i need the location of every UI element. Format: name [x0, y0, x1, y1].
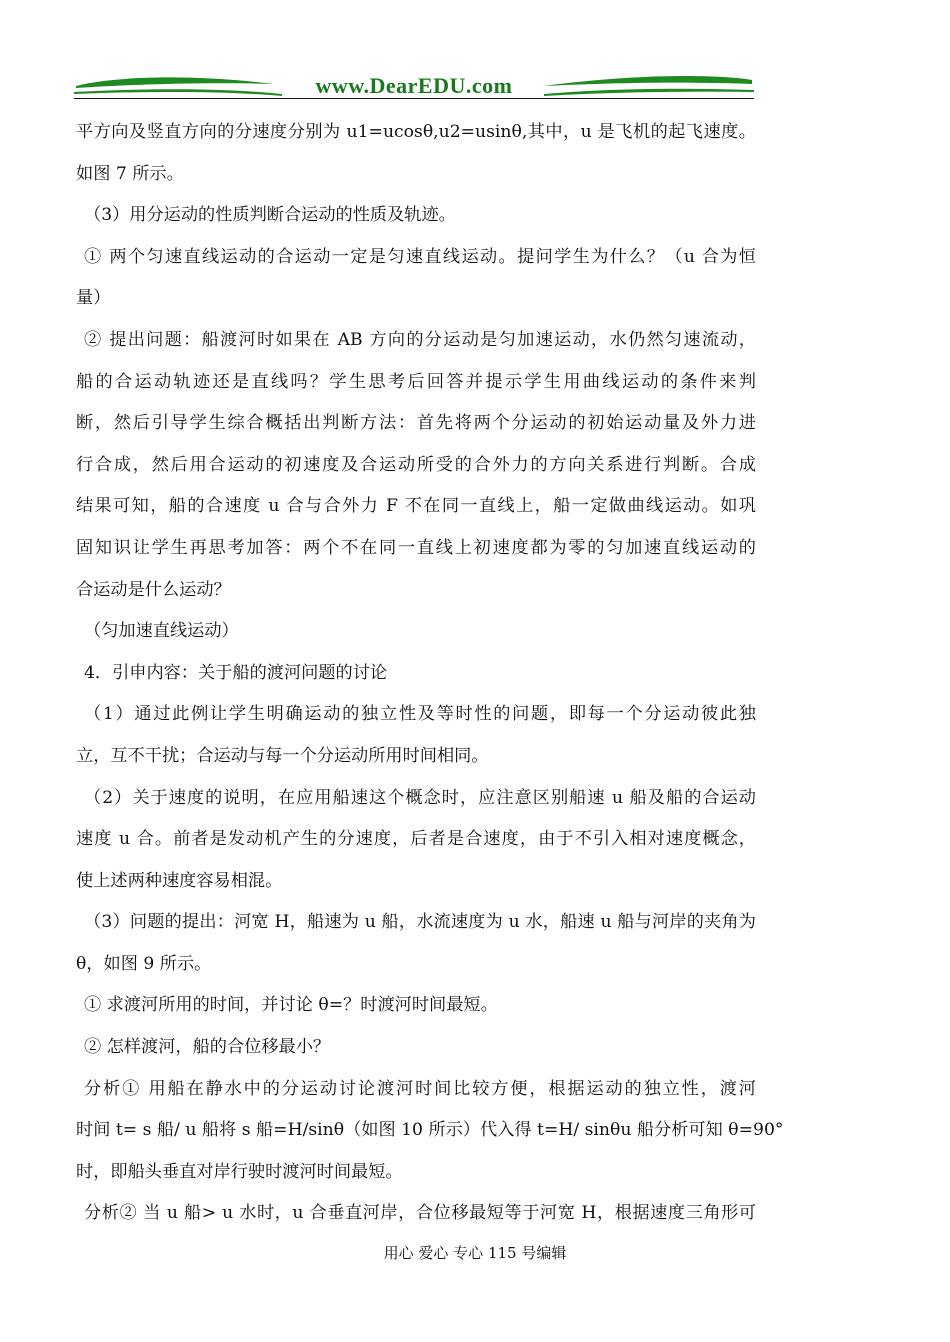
text-line: 时，即船头垂直对岸行驶时渡河时间最短。 — [76, 1161, 403, 1182]
text-line: 速度 u 合。前者是发动机产生的分速度，后者是合速度，由于不引入相对速度概念， — [76, 829, 756, 850]
text-line: 断，然后引导学生综合概括出判断方法：首先将两个分运动的初始运动量及外力进 — [76, 413, 756, 434]
text-line: （2）关于速度的说明，在应用船速这个概念时，应注意区别船速 u 船及船的合运动 — [84, 787, 756, 808]
text-line: 行合成，然后用合运动的初速度及合运动所受的合外力的方向关系进行判断。合成 — [76, 454, 756, 475]
text-line: ② 提出问题：船渡河时如果在 AB 方向的分运动是匀加速运动，水仍然匀速流动， — [84, 329, 756, 350]
text-line: 平方向及竖直方向的分速度分别为 u1=ucosθ,u2=usinθ,其中，u 是飞机的起飞速度。 — [76, 122, 756, 142]
text-line: ② 怎样渡河，船的合位移最小？ — [84, 1037, 331, 1058]
text-line: 分析① 用船在静水中的分运动讨论渡河时间比较方便，根据运动的独立性，渡河 — [84, 1078, 756, 1099]
text-line: （3）问题的提出：河宽 H，船速为 u 船，水流速度为 u 水，船速 u 船与河岸的夹角为 — [84, 912, 756, 933]
text-line: 量） — [76, 288, 111, 309]
text-line: 合运动是什么运动？ — [76, 579, 231, 600]
site-logo-text: www.DearEDU.com — [315, 73, 513, 98]
text-line: 4．引申内容：关于船的渡河问题的讨论 — [84, 662, 388, 683]
text-line: （匀加速直线运动） — [84, 621, 239, 642]
text-line: （1）通过此例让学生明确运动的独立性及等时性的问题，即每一个分运动彼此独 — [84, 704, 756, 725]
text-line: ① 求渡河所用的时间，并讨论 θ=？时渡河时间最短。 — [84, 995, 498, 1016]
text-line: 使上述两种速度容易相混。 — [76, 870, 283, 891]
text-line: 时间 t= s 船/ u 船将 s 船=H/sinθ（如图 10 所示）代入得 t=H/ sinθu 船分析可知 θ=90° — [76, 1120, 784, 1141]
page-footer: 用心 爱心 专心 115 号编辑 — [383, 1244, 567, 1262]
text-line: 结果可知，船的合速度 u 合与合外力 F 不在同一直线上，船一定做曲线运动。如巩 — [76, 496, 756, 517]
document-body — [76, 112, 784, 1235]
text-line: θ，如图 9 所示。 — [76, 953, 212, 974]
text-line: 分析② 当 u 船> u 水时，u 合垂直河岸，合位移最短等于河宽 H，根据速度三角形可 — [84, 1203, 756, 1224]
text-line: ① 两个匀速直线运动的合运动一定是匀速直线运动。提问学生为什么？（u 合为恒 — [84, 246, 756, 267]
header-rule — [74, 98, 754, 99]
text-line: 船的合运动轨迹还是直线吗？学生思考后回答并提示学生用曲线运动的条件来判 — [76, 371, 756, 392]
text-line: （3）用分运动的性质判断合运动的性质及轨迹。 — [84, 205, 456, 226]
text-line: 立，互不干扰；合运动与每一个分运动所用时间相同。 — [76, 745, 489, 766]
text-line: 如图 7 所示。 — [76, 163, 184, 184]
text-line: 固知识让学生再思考加答：两个不在同一直线上初速度都为零的匀加速直线运动的 — [76, 537, 756, 558]
